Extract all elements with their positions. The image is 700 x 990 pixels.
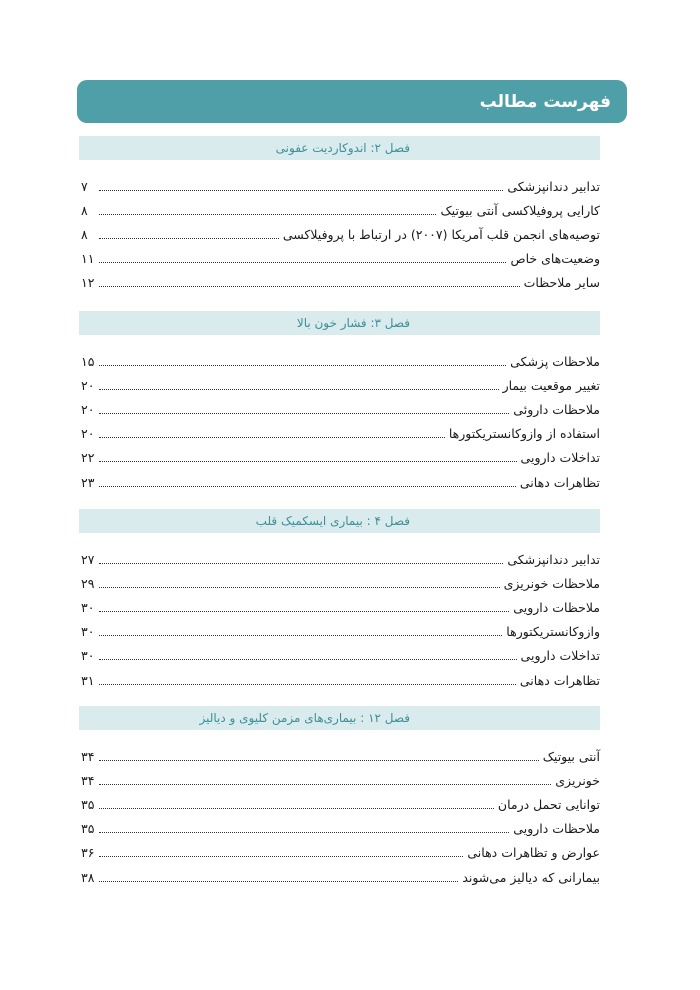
chapter-2 <box>79 136 600 295</box>
toc-title-bar <box>77 80 627 123</box>
toc-entry[interactable] <box>79 174 600 198</box>
entry-label: توانایی تحمل درمان <box>497 796 600 812</box>
leader-dots <box>99 286 520 287</box>
entry-page: ۳۰ <box>81 624 95 640</box>
toc-entry[interactable] <box>79 547 600 571</box>
entry-page: ۱۲ <box>81 275 95 291</box>
leader-dots <box>99 760 539 761</box>
entry-page: ۱۵ <box>81 353 95 369</box>
leader-dots <box>99 365 506 366</box>
toc-entry[interactable] <box>79 792 600 816</box>
leader-dots <box>99 190 503 191</box>
toc-entry[interactable] <box>79 271 600 295</box>
entry-label: بیمارانی که دیالیز می‌شوند <box>462 869 600 885</box>
entry-label: استفاده از وازوکانستریکتورها <box>448 426 600 442</box>
chapter-heading-text: فصل ۲: اندوکاردیت عفونی <box>275 141 410 155</box>
toc-entry[interactable] <box>79 198 600 222</box>
entry-label: وازوکانستریکتورها <box>506 624 600 640</box>
toc-entry[interactable] <box>79 571 600 595</box>
toc-entry[interactable] <box>79 397 600 421</box>
entry-page: ۲۷ <box>81 551 95 567</box>
leader-dots <box>99 832 509 833</box>
entry-page: ۳۴ <box>81 772 95 788</box>
leader-dots <box>99 214 436 215</box>
chapter-entries <box>79 174 600 295</box>
entry-page: ۲۳ <box>81 474 95 490</box>
entry-label: ملاحظات پزشکی <box>510 353 600 369</box>
entry-label: کارایی پروفیلاکسی آنتی بیوتیک <box>440 202 600 218</box>
chapter-heading <box>79 136 600 160</box>
chapter-entries <box>79 547 600 692</box>
entry-label: عوارض و تظاهرات دهانی <box>467 845 600 861</box>
leader-dots <box>99 437 445 438</box>
entry-label: آنتی بیوتیک <box>542 748 600 764</box>
entry-page: ۳۰ <box>81 648 95 664</box>
chapter-heading-text: فصل ۴ : بیماری ایسکمیک قلب <box>255 514 410 528</box>
leader-dots <box>99 413 509 414</box>
entry-label: ملاحظات داروئی <box>513 401 600 417</box>
toc-entry[interactable] <box>79 373 600 397</box>
entry-label: خونریزی <box>555 772 600 788</box>
toc-entry[interactable] <box>79 865 600 889</box>
entry-label: ملاحظات دارویی <box>513 821 600 837</box>
toc-entry[interactable] <box>79 817 600 841</box>
leader-dots <box>99 461 517 462</box>
entry-page: ۲۲ <box>81 450 95 466</box>
entry-page: ۷ <box>81 178 88 194</box>
leader-dots <box>99 611 509 612</box>
entry-page: ۳۵ <box>81 821 95 837</box>
entry-label: تدابیر دندانپزشکی <box>507 551 600 567</box>
entry-label: ملاحظات دارویی <box>513 599 600 615</box>
toc-entry[interactable] <box>79 644 600 668</box>
chapter-heading <box>79 311 600 335</box>
entry-label: تغییر موقعیت بیمار <box>502 377 600 393</box>
entry-label: ملاحظات خونریزی <box>503 575 600 591</box>
entry-page: ۳۸ <box>81 869 95 885</box>
toc-entry[interactable] <box>79 744 600 768</box>
leader-dots <box>99 587 500 588</box>
leader-dots <box>99 635 502 636</box>
entry-page: ۲۰ <box>81 377 95 393</box>
entry-label: تظاهرات دهانی <box>519 474 600 490</box>
entry-label: تظاهرات دهانی <box>519 672 600 688</box>
toc-entry[interactable] <box>79 349 600 373</box>
leader-dots <box>99 881 458 882</box>
entry-page: ۳۶ <box>81 845 95 861</box>
leader-dots <box>99 784 551 785</box>
leader-dots <box>99 808 494 809</box>
entry-page: ۳۰ <box>81 599 95 615</box>
leader-dots <box>99 486 516 487</box>
chapter-heading-text: فصل ۱۲ : بیماری‌های مزمن کلیوی و دیالیز <box>199 711 410 725</box>
entry-page: ۸ <box>81 226 88 242</box>
chapter-entries <box>79 744 600 889</box>
entry-label: تداخلات دارویی <box>520 648 600 664</box>
toc-entry[interactable] <box>79 446 600 470</box>
chapter-heading-text: فصل ۳: فشار خون بالا <box>296 316 410 330</box>
leader-dots <box>99 856 463 857</box>
chapter-heading <box>79 509 600 533</box>
entry-label: سایر ملاحظات <box>523 275 600 291</box>
entry-label: توصیه‌های انجمن قلب آمریکا (۲۰۰۷) در ارتباط با پروفیلاکسی <box>282 226 600 242</box>
entry-page: ۲۰ <box>81 401 95 417</box>
leader-dots <box>99 563 503 564</box>
leader-dots <box>99 684 516 685</box>
toc-entry[interactable] <box>79 595 600 619</box>
toc-entry[interactable] <box>79 768 600 792</box>
entry-label: وضعیت‌های خاص <box>510 251 600 267</box>
entry-page: ۱۱ <box>81 251 95 267</box>
toc-entry[interactable] <box>79 222 600 246</box>
chapter-heading <box>79 706 600 730</box>
toc-entry[interactable] <box>79 247 600 271</box>
entry-page: ۳۱ <box>81 672 95 688</box>
leader-dots <box>99 262 506 263</box>
chapter-3 <box>79 311 600 494</box>
leader-dots <box>99 659 517 660</box>
chapter-12 <box>79 706 600 889</box>
leader-dots <box>99 238 279 239</box>
toc-entry[interactable] <box>79 470 600 494</box>
toc-entry[interactable] <box>79 668 600 692</box>
toc-entry[interactable] <box>79 841 600 865</box>
entry-label: تدابیر دندانپزشکی <box>507 178 600 194</box>
entry-page: ۳۴ <box>81 748 95 764</box>
entry-label: تداخلات دارویی <box>520 450 600 466</box>
toc-entry[interactable] <box>79 620 600 644</box>
leader-dots <box>99 389 499 390</box>
entry-page: ۲۹ <box>81 575 95 591</box>
chapter-4 <box>79 509 600 692</box>
chapter-entries <box>79 349 600 494</box>
entry-page: ۳۵ <box>81 796 95 812</box>
toc-entry[interactable] <box>79 422 600 446</box>
entry-page: ۲۰ <box>81 426 95 442</box>
toc-title: فهرست مطالب <box>479 91 611 112</box>
entry-page: ۸ <box>81 202 88 218</box>
